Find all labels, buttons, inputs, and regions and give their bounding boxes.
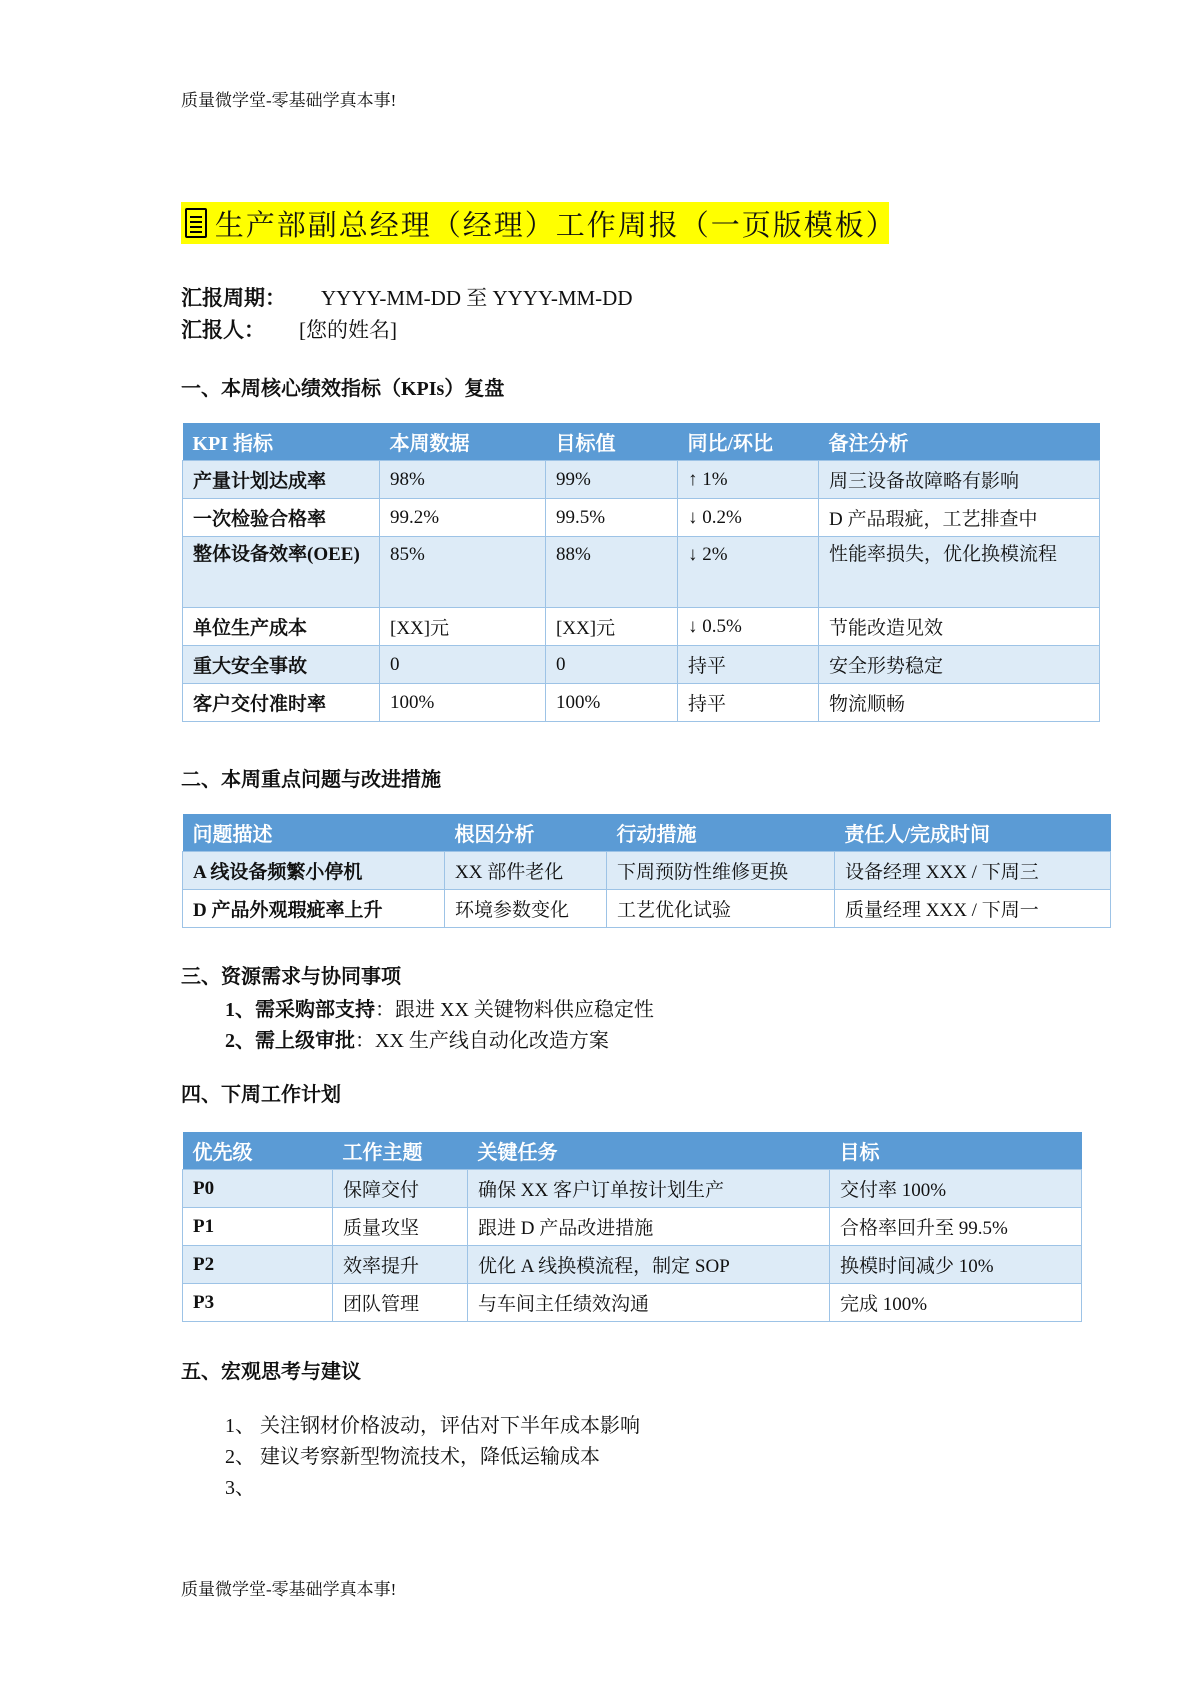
- table-cell: P2: [183, 1246, 333, 1284]
- column-header: 根因分析: [445, 814, 607, 852]
- table-cell: 效率提升: [333, 1246, 468, 1284]
- page-title-band: [181, 202, 897, 244]
- table-cell: P1: [183, 1208, 333, 1246]
- column-header: 同比/环比: [678, 423, 819, 461]
- document-icon: [185, 208, 207, 238]
- item-number: 1、: [225, 999, 255, 1021]
- table-cell: 0: [546, 646, 678, 684]
- table-cell: 质量攻坚: [333, 1208, 468, 1246]
- section-kpi-heading: 一、本周核心绩效指标（KPIs）复盘: [181, 378, 505, 400]
- table-row: [183, 852, 1111, 890]
- table-cell: 优化 A 线换模流程，制定 SOP: [468, 1246, 830, 1284]
- table-row: [183, 499, 1100, 537]
- table-cell: 保障交付: [333, 1170, 468, 1208]
- table-header-row: [183, 1132, 1082, 1170]
- table-cell: XX 部件老化: [445, 852, 607, 890]
- table-row: [183, 890, 1111, 928]
- column-header: 行动措施: [607, 814, 835, 852]
- table-row: [183, 537, 1100, 608]
- table-cell: ↓ 0.5%: [678, 608, 819, 646]
- table-cell: 环境参数变化: [445, 890, 607, 928]
- table-cell: 整体设备效率(OEE): [183, 537, 380, 608]
- column-header: 责任人/完成时间: [835, 814, 1111, 852]
- table-cell: 85%: [380, 537, 546, 608]
- table-cell: ↓ 2%: [678, 537, 819, 608]
- table-cell: 节能改造见效: [819, 608, 1100, 646]
- reporter: [181, 314, 397, 344]
- table-cell: 换模时间减少 10%: [830, 1246, 1082, 1284]
- table-cell: [XX]元: [546, 608, 678, 646]
- table-cell: P0: [183, 1170, 333, 1208]
- column-header: 优先级: [183, 1132, 333, 1170]
- table-cell: 99%: [546, 461, 678, 499]
- item-text: ：XX 生产线自动化改造方案: [355, 1030, 609, 1052]
- table-header-row: [183, 814, 1111, 852]
- table-cell: 安全形势稳定: [819, 646, 1100, 684]
- section-thoughts-heading: 五、宏观思考与建议: [181, 1361, 361, 1383]
- suggestion-item: 2、 建议考察新型物流技术，降低运输成本: [225, 1446, 600, 1468]
- column-header: 本周数据: [380, 423, 546, 461]
- table-cell: A 线设备频繁小停机: [183, 852, 445, 890]
- plan-table: [182, 1132, 1082, 1322]
- table-cell: 88%: [546, 537, 678, 608]
- table-cell: 周三设备故障略有影响: [819, 461, 1100, 499]
- section-plan-heading: 四、下周工作计划: [181, 1084, 341, 1106]
- table-cell: 交付率 100%: [830, 1170, 1082, 1208]
- issues-table: [182, 814, 1111, 928]
- column-header: KPI 指标: [183, 423, 380, 461]
- column-header: 目标值: [546, 423, 678, 461]
- table-cell: 完成 100%: [830, 1284, 1082, 1322]
- suggestion-item: 1、 关注钢材价格波动，评估对下半年成本影响: [225, 1415, 640, 1437]
- page-footer: 质量微学堂-零基础学真本事!: [181, 1580, 397, 1599]
- page-title: 生产部副总经理（经理）工作周报（一页版模板）: [214, 209, 897, 242]
- table-row: [183, 608, 1100, 646]
- table-cell: D 产品外观瑕疵率上升: [183, 890, 445, 928]
- column-header: 目标: [830, 1132, 1082, 1170]
- table-cell: 性能率损失，优化换模流程: [819, 537, 1100, 608]
- item-label: 需采购部支持: [255, 999, 375, 1021]
- table-cell: 团队管理: [333, 1284, 468, 1322]
- table-cell: 重大安全事故: [183, 646, 380, 684]
- reporter-value: [您的姓名]: [299, 318, 397, 342]
- resource-item: [225, 1024, 609, 1053]
- table-cell: 99.5%: [546, 499, 678, 537]
- section-resources-heading: 三、资源需求与协同事项: [181, 966, 401, 988]
- suggestion-item: 3、: [225, 1477, 255, 1499]
- table-cell: 100%: [380, 684, 546, 722]
- table-header-row: [183, 423, 1100, 461]
- item-label: 需上级审批: [255, 1030, 355, 1052]
- table-cell: 质量经理 XXX / 下周一: [835, 890, 1111, 928]
- table-row: [183, 1170, 1082, 1208]
- period-value: YYYY-MM-DD 至 YYYY-MM-DD: [321, 286, 633, 310]
- section-issues-heading: 二、本周重点问题与改进措施: [181, 769, 441, 791]
- table-cell: 持平: [678, 684, 819, 722]
- table-cell: 0: [380, 646, 546, 684]
- reporter-label: 汇报人：: [181, 318, 265, 342]
- table-cell: 确保 XX 客户订单按计划生产: [468, 1170, 830, 1208]
- table-cell: 与车间主任绩效沟通: [468, 1284, 830, 1322]
- table-cell: 单位生产成本: [183, 608, 380, 646]
- table-cell: P3: [183, 1284, 333, 1322]
- table-cell: ↑ 1%: [678, 461, 819, 499]
- table-cell: 下周预防性维修更换: [607, 852, 835, 890]
- table-row: [183, 1246, 1082, 1284]
- table-cell: ↓ 0.2%: [678, 499, 819, 537]
- table-cell: 客户交付准时率: [183, 684, 380, 722]
- report-period: [181, 282, 633, 312]
- table-cell: [XX]元: [380, 608, 546, 646]
- table-row: [183, 684, 1100, 722]
- column-header: 备注分析: [819, 423, 1100, 461]
- table-cell: 设备经理 XXX / 下周三: [835, 852, 1111, 890]
- table-cell: 99.2%: [380, 499, 546, 537]
- item-text: ：跟进 XX 关键物料供应稳定性: [375, 999, 654, 1021]
- table-cell: 持平: [678, 646, 819, 684]
- column-header: 工作主题: [333, 1132, 468, 1170]
- table-cell: 产量计划达成率: [183, 461, 380, 499]
- table-cell: D 产品瑕疵，工艺排查中: [819, 499, 1100, 537]
- resource-item: [225, 993, 654, 1022]
- kpi-table: [182, 423, 1100, 722]
- table-cell: 合格率回升至 99.5%: [830, 1208, 1082, 1246]
- page-header: 质量微学堂-零基础学真本事!: [181, 91, 397, 110]
- table-cell: 一次检验合格率: [183, 499, 380, 537]
- table-cell: 工艺优化试验: [607, 890, 835, 928]
- table-cell: 跟进 D 产品改进措施: [468, 1208, 830, 1246]
- item-number: 2、: [225, 1030, 255, 1052]
- table-cell: 98%: [380, 461, 546, 499]
- table-row: [183, 1284, 1082, 1322]
- column-header: 关键任务: [468, 1132, 830, 1170]
- table-row: [183, 1208, 1082, 1246]
- table-cell: 100%: [546, 684, 678, 722]
- table-cell: 物流顺畅: [819, 684, 1100, 722]
- table-row: [183, 646, 1100, 684]
- column-header: 问题描述: [183, 814, 445, 852]
- period-label: 汇报周期：: [181, 286, 286, 310]
- table-row: [183, 461, 1100, 499]
